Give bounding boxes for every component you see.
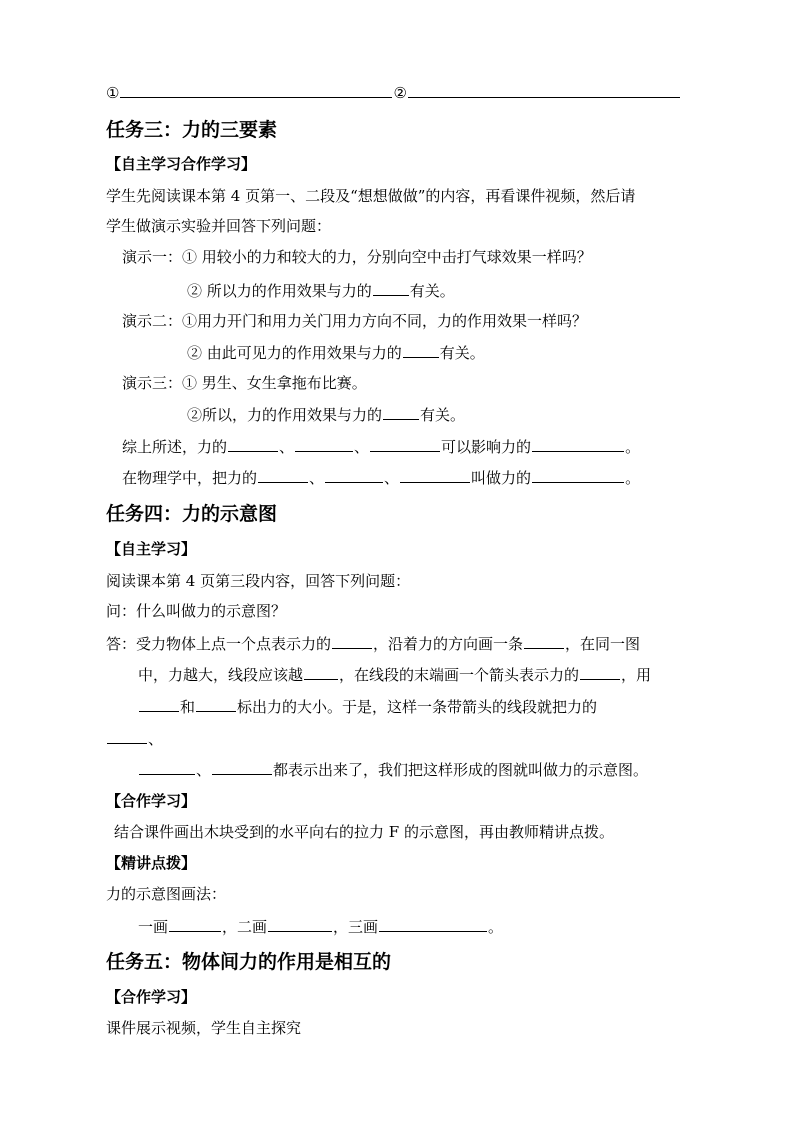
answer1-blank-2[interactable] [524,633,564,649]
summary1-sep-2: 、 [354,438,370,456]
task4-section-cooperative: 【合作学习】 [106,792,197,810]
summary2-blank-1[interactable] [258,467,308,483]
task4-section-explanation: 【精讲点拨】 [106,854,197,872]
answer2-blank-2[interactable] [580,664,620,680]
summary1-sep-1: 、 [279,438,295,456]
task4-answer-line-1 [106,633,640,654]
task3-section-heading: 【自主学习合作学习】 [106,155,257,173]
task5-section-heading: 【合作学习】 [106,988,197,1006]
demo3-blank[interactable] [383,404,419,420]
task4-question: 问：什么叫做力的示意图？ [106,602,287,620]
demo2-answer-prefix: ② 由此可见力的作用效果与力的 [187,344,402,362]
demo1-blank[interactable] [373,280,409,296]
task3-intro-line-2: 学生做演示实验并回答下列问题： [106,217,332,235]
answer5-part-b: 都表示出来了，我们把这样形成的图就叫做力的示意图。 [273,761,649,779]
demo2-answer-suffix: 有关。 [439,344,485,362]
demo3-answer-prefix: ②所以，力的作用效果与力的 [187,406,383,424]
answer2-blank-1[interactable] [304,664,338,680]
demo1-question: 演示一：① 用较小的力和较大的力，分别向空中击打气球效果一样吗？ [122,248,592,266]
summary-line-1 [122,436,640,457]
step3-blank[interactable] [379,916,487,932]
summary2-blank-4[interactable] [532,467,624,483]
answer1-part-c: ，在同一图 [565,635,641,653]
summary2-end: 。 [625,469,641,487]
answer2-part-c: ，用 [621,666,652,684]
top-answer-line [106,82,681,103]
summary-line-2 [122,467,640,488]
demo2-blank[interactable] [403,342,439,358]
answer3-part-a: 和 [180,698,196,716]
task3-intro-line-1: 学生先阅读课本第 4 页第一、二段及“想想做做”的内容，再看课件视频，然后请 [106,187,636,205]
task5-title: 任务五：物体间力的作用是相互的 [106,951,392,973]
answer4-blank[interactable] [107,728,147,744]
steps-end: 。 [488,918,504,936]
demo3-question: 演示三：① 男生、女生拿拖布比赛。 [122,374,367,392]
answer2-part-a: 中，力越大，线段应该越 [138,666,304,684]
summary1-blank-1[interactable] [228,436,278,452]
demo1-answer-prefix: ② 所以力的作用效果与力的 [187,282,372,300]
step2-blank[interactable] [268,916,332,932]
task4-answer-line-5 [138,759,648,780]
summary2-mid: 叫做力的 [471,469,532,487]
answer4-sep: 、 [148,730,164,748]
demo2-answer-line [187,342,485,363]
answer3-blank-1[interactable] [139,696,179,712]
summary2-sep-2: 、 [384,469,400,487]
summary1-end: 。 [625,438,641,456]
step2-label: ，二画 [222,918,268,936]
summary2-sep-1: 、 [309,469,325,487]
demo3-answer-line [187,404,465,425]
answer-mark-2: ② [393,84,407,102]
answer5-blank-2[interactable] [212,759,272,775]
answer1-blank-1[interactable] [332,633,372,649]
task4-answer-line-4 [106,728,163,749]
drawing-steps-line [138,916,503,937]
answer5-blank-1[interactable] [139,759,195,775]
task3-title: 任务三：力的三要素 [106,119,278,141]
task4-cooperative-text: 结合课件画出木块受到的水平向右的拉力 F 的示意图，再由教师精讲点拨。 [114,823,614,841]
summary1-prefix: 综上所述，力的 [122,438,228,456]
answer1-part-b: ，沿着力的方向画一条 [373,635,524,653]
task4-answer-line-2 [138,664,651,685]
step3-label: ，三画 [333,918,379,936]
answer5-sep: 、 [196,761,212,779]
summary2-prefix: 在物理学中，把力的 [122,469,258,487]
answer1-part-a: 答：受力物体上点一个点表示力的 [106,635,332,653]
answer-mark-1: ① [106,84,120,102]
task4-answer-line-3 [138,696,597,717]
summary1-blank-2[interactable] [295,436,353,452]
answer-blank-2[interactable] [408,82,680,98]
demo1-answer-suffix: 有关。 [409,282,455,300]
step1-label: 一画 [138,918,169,936]
summary2-blank-3[interactable] [400,467,470,483]
task5-text: 课件展示视频，学生自主探究 [106,1019,302,1037]
answer3-blank-2[interactable] [196,696,236,712]
demo2-question: 演示二：①用力开门和用力关门用力方向不同，力的作用效果一样吗？ [122,312,588,330]
demo3-answer-suffix: 有关。 [420,406,466,424]
drawing-method-label: 力的示意图画法： [106,885,227,903]
summary2-blank-2[interactable] [325,467,383,483]
task4-title: 任务四：力的示意图 [106,503,278,525]
summary1-blank-4[interactable] [532,436,624,452]
summary1-mid: 可以影响力的 [441,438,532,456]
step1-blank[interactable] [169,916,221,932]
task4-read-instruction: 阅读课本第 4 页第三段内容，回答下列问题： [106,572,411,590]
answer-blank-1[interactable] [120,82,392,98]
demo1-answer-line [187,280,455,301]
task4-section-self-study: 【自主学习】 [106,540,197,558]
answer3-part-b: 标出力的大小。于是，这样一条带箭头的线段就把力的 [237,698,598,716]
answer2-part-b: ，在线段的末端画一个箭头表示力的 [339,666,580,684]
summary1-blank-3[interactable] [370,436,440,452]
